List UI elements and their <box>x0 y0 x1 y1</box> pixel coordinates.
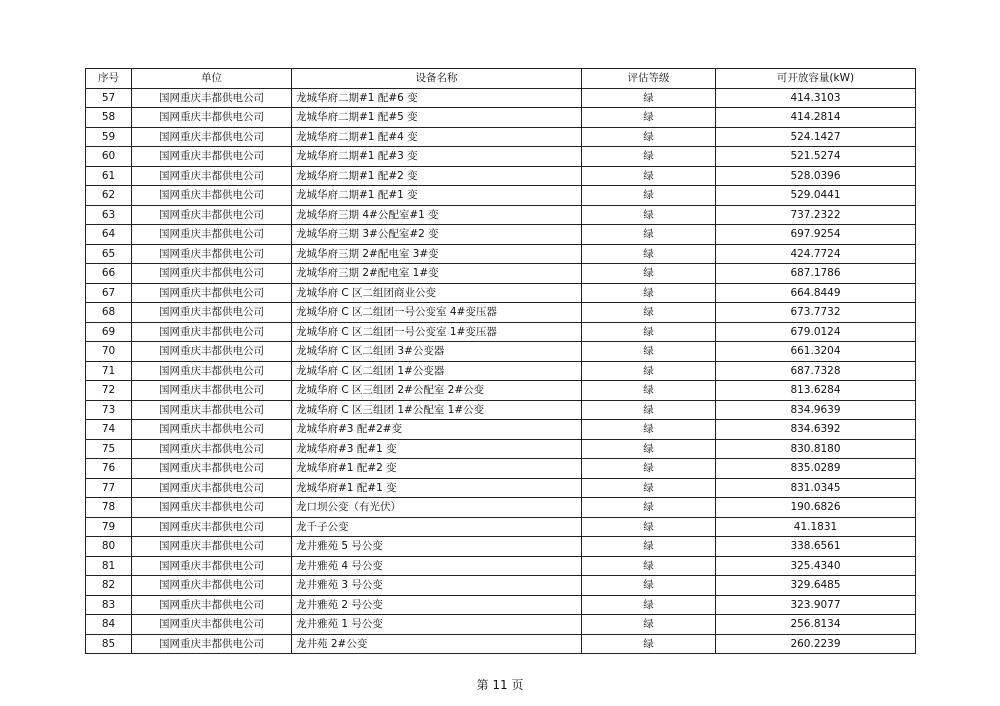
table-body <box>86 88 916 654</box>
cell-unit: 国网重庆丰都供电公司 <box>132 439 292 459</box>
table-row <box>86 342 916 362</box>
cell-unit: 国网重庆丰都供电公司 <box>132 537 292 557</box>
cell-capacity: 521.5274 <box>716 147 916 167</box>
cell-unit: 国网重庆丰都供电公司 <box>132 400 292 420</box>
table-row <box>86 322 916 342</box>
table-row <box>86 225 916 245</box>
cell-grade: 绿 <box>582 459 716 479</box>
cell-grade: 绿 <box>582 400 716 420</box>
cell-unit: 国网重庆丰都供电公司 <box>132 244 292 264</box>
cell-grade: 绿 <box>582 615 716 635</box>
cell-unit: 国网重庆丰都供电公司 <box>132 595 292 615</box>
cell-grade: 绿 <box>582 478 716 498</box>
table-row <box>86 459 916 479</box>
cell-grade: 绿 <box>582 88 716 108</box>
cell-no: 65 <box>86 244 132 264</box>
table-row <box>86 205 916 225</box>
cell-unit: 国网重庆丰都供电公司 <box>132 342 292 362</box>
cell-capacity: 528.0396 <box>716 166 916 186</box>
cell-no: 75 <box>86 439 132 459</box>
cell-capacity: 190.6826 <box>716 498 916 518</box>
cell-capacity: 679.0124 <box>716 322 916 342</box>
table-row <box>86 264 916 284</box>
cell-unit: 国网重庆丰都供电公司 <box>132 205 292 225</box>
cell-unit: 国网重庆丰都供电公司 <box>132 108 292 128</box>
cell-unit: 国网重庆丰都供电公司 <box>132 88 292 108</box>
cell-device: 龙城华府 C 区三组团 1#公配室 1#公变 <box>292 400 582 420</box>
header-unit: 单位 <box>132 69 292 89</box>
cell-capacity: 323.9077 <box>716 595 916 615</box>
cell-device: 龙千子公变 <box>292 517 582 537</box>
cell-device: 龙城华府三期 3#公配室#2 变 <box>292 225 582 245</box>
cell-capacity: 664.8449 <box>716 283 916 303</box>
cell-no: 67 <box>86 283 132 303</box>
cell-grade: 绿 <box>582 381 716 401</box>
cell-capacity: 661.3204 <box>716 342 916 362</box>
cell-capacity: 529.0441 <box>716 186 916 206</box>
cell-unit: 国网重庆丰都供电公司 <box>132 517 292 537</box>
cell-grade: 绿 <box>582 556 716 576</box>
cell-no: 66 <box>86 264 132 284</box>
cell-grade: 绿 <box>582 108 716 128</box>
cell-capacity: 673.7732 <box>716 303 916 323</box>
cell-no: 76 <box>86 459 132 479</box>
cell-no: 70 <box>86 342 132 362</box>
cell-no: 58 <box>86 108 132 128</box>
cell-capacity: 414.3103 <box>716 88 916 108</box>
capacity-table <box>85 68 916 654</box>
cell-capacity: 414.2814 <box>716 108 916 128</box>
header-capacity: 可开放容量(kW) <box>716 69 916 89</box>
table-row <box>86 615 916 635</box>
cell-device: 龙城华府#1 配#2 变 <box>292 459 582 479</box>
cell-no: 61 <box>86 166 132 186</box>
cell-capacity: 737.2322 <box>716 205 916 225</box>
cell-device: 龙城华府三期 2#配电室 3#变 <box>292 244 582 264</box>
table-row <box>86 166 916 186</box>
cell-device: 龙城华府#1 配#1 变 <box>292 478 582 498</box>
cell-unit: 国网重庆丰都供电公司 <box>132 166 292 186</box>
cell-device: 龙口坝公变（有光伏） <box>292 498 582 518</box>
cell-device: 龙井雅苑 2 号公变 <box>292 595 582 615</box>
cell-unit: 国网重庆丰都供电公司 <box>132 361 292 381</box>
cell-device: 龙城华府 C 区二组团一号公变室 4#变压器 <box>292 303 582 323</box>
cell-no: 82 <box>86 576 132 596</box>
table-row <box>86 576 916 596</box>
cell-no: 72 <box>86 381 132 401</box>
cell-device: 龙城华府 C 区三组团 2#公配室 2#公变 <box>292 381 582 401</box>
table-row <box>86 283 916 303</box>
cell-no: 69 <box>86 322 132 342</box>
table-row <box>86 478 916 498</box>
cell-device: 龙城华府二期#1 配#1 变 <box>292 186 582 206</box>
cell-device: 龙城华府二期#1 配#3 变 <box>292 147 582 167</box>
table-row <box>86 498 916 518</box>
cell-device: 龙城华府 C 区二组团 3#公变器 <box>292 342 582 362</box>
cell-capacity: 830.8180 <box>716 439 916 459</box>
table-row <box>86 88 916 108</box>
cell-device: 龙城华府#3 配#2#变 <box>292 420 582 440</box>
table-row <box>86 127 916 147</box>
cell-capacity: 41.1831 <box>716 517 916 537</box>
cell-no: 64 <box>86 225 132 245</box>
cell-no: 81 <box>86 556 132 576</box>
cell-unit: 国网重庆丰都供电公司 <box>132 303 292 323</box>
cell-device: 龙井雅苑 3 号公变 <box>292 576 582 596</box>
table-row <box>86 537 916 557</box>
cell-grade: 绿 <box>582 517 716 537</box>
cell-no: 59 <box>86 127 132 147</box>
cell-unit: 国网重庆丰都供电公司 <box>132 283 292 303</box>
cell-unit: 国网重庆丰都供电公司 <box>132 459 292 479</box>
cell-capacity: 687.1786 <box>716 264 916 284</box>
cell-no: 62 <box>86 186 132 206</box>
cell-grade: 绿 <box>582 166 716 186</box>
cell-grade: 绿 <box>582 498 716 518</box>
cell-device: 龙城华府#3 配#1 变 <box>292 439 582 459</box>
cell-grade: 绿 <box>582 186 716 206</box>
table-row <box>86 381 916 401</box>
table-header-row <box>86 69 916 89</box>
cell-unit: 国网重庆丰都供电公司 <box>132 478 292 498</box>
cell-grade: 绿 <box>582 127 716 147</box>
cell-no: 63 <box>86 205 132 225</box>
cell-unit: 国网重庆丰都供电公司 <box>132 556 292 576</box>
cell-capacity: 325.4340 <box>716 556 916 576</box>
table-row <box>86 556 916 576</box>
cell-capacity: 834.9639 <box>716 400 916 420</box>
cell-grade: 绿 <box>582 147 716 167</box>
table-row <box>86 303 916 323</box>
cell-no: 77 <box>86 478 132 498</box>
cell-capacity: 835.0289 <box>716 459 916 479</box>
table-row <box>86 439 916 459</box>
cell-no: 71 <box>86 361 132 381</box>
table-row <box>86 147 916 167</box>
cell-no: 74 <box>86 420 132 440</box>
cell-capacity: 524.1427 <box>716 127 916 147</box>
cell-unit: 国网重庆丰都供电公司 <box>132 498 292 518</box>
cell-capacity: 424.7724 <box>716 244 916 264</box>
cell-no: 60 <box>86 147 132 167</box>
table-row <box>86 634 916 654</box>
cell-unit: 国网重庆丰都供电公司 <box>132 186 292 206</box>
table-row <box>86 108 916 128</box>
table-row <box>86 244 916 264</box>
cell-device: 龙城华府三期 4#公配室#1 变 <box>292 205 582 225</box>
cell-grade: 绿 <box>582 322 716 342</box>
cell-grade: 绿 <box>582 244 716 264</box>
cell-unit: 国网重庆丰都供电公司 <box>132 576 292 596</box>
cell-no: 78 <box>86 498 132 518</box>
header-device: 设备名称 <box>292 69 582 89</box>
cell-no: 80 <box>86 537 132 557</box>
cell-no: 79 <box>86 517 132 537</box>
cell-device: 龙井雅苑 5 号公变 <box>292 537 582 557</box>
cell-device: 龙井雅苑 4 号公变 <box>292 556 582 576</box>
cell-grade: 绿 <box>582 537 716 557</box>
cell-no: 84 <box>86 615 132 635</box>
cell-capacity: 831.0345 <box>716 478 916 498</box>
cell-no: 57 <box>86 88 132 108</box>
table-row <box>86 420 916 440</box>
table-row <box>86 595 916 615</box>
cell-device: 龙城华府 C 区二组团 1#公变器 <box>292 361 582 381</box>
cell-device: 龙城华府三期 2#配电室 1#变 <box>292 264 582 284</box>
cell-grade: 绿 <box>582 439 716 459</box>
cell-grade: 绿 <box>582 205 716 225</box>
cell-grade: 绿 <box>582 595 716 615</box>
cell-grade: 绿 <box>582 264 716 284</box>
header-grade: 评估等级 <box>582 69 716 89</box>
cell-no: 85 <box>86 634 132 654</box>
cell-grade: 绿 <box>582 420 716 440</box>
cell-grade: 绿 <box>582 361 716 381</box>
cell-unit: 国网重庆丰都供电公司 <box>132 381 292 401</box>
cell-device: 龙城华府二期#1 配#5 变 <box>292 108 582 128</box>
page-number: 第 11 页 <box>476 678 524 692</box>
cell-unit: 国网重庆丰都供电公司 <box>132 615 292 635</box>
cell-device: 龙井雅苑 1 号公变 <box>292 615 582 635</box>
cell-capacity: 687.7328 <box>716 361 916 381</box>
cell-device: 龙城华府二期#1 配#2 变 <box>292 166 582 186</box>
cell-unit: 国网重庆丰都供电公司 <box>132 420 292 440</box>
cell-device: 龙城华府二期#1 配#4 变 <box>292 127 582 147</box>
cell-no: 83 <box>86 595 132 615</box>
cell-grade: 绿 <box>582 303 716 323</box>
table-row <box>86 186 916 206</box>
cell-grade: 绿 <box>582 225 716 245</box>
cell-capacity: 256.8134 <box>716 615 916 635</box>
cell-grade: 绿 <box>582 283 716 303</box>
cell-capacity: 329.6485 <box>716 576 916 596</box>
table-row <box>86 361 916 381</box>
cell-unit: 国网重庆丰都供电公司 <box>132 264 292 284</box>
cell-grade: 绿 <box>582 576 716 596</box>
table-row <box>86 517 916 537</box>
cell-unit: 国网重庆丰都供电公司 <box>132 634 292 654</box>
cell-unit: 国网重庆丰都供电公司 <box>132 225 292 245</box>
cell-no: 68 <box>86 303 132 323</box>
cell-device: 龙城华府二期#1 配#6 变 <box>292 88 582 108</box>
cell-device: 龙城华府 C 区二组团商业公变 <box>292 283 582 303</box>
cell-capacity: 813.6284 <box>716 381 916 401</box>
cell-unit: 国网重庆丰都供电公司 <box>132 127 292 147</box>
cell-unit: 国网重庆丰都供电公司 <box>132 322 292 342</box>
cell-capacity: 834.6392 <box>716 420 916 440</box>
cell-device: 龙城华府 C 区二组团一号公变室 1#变压器 <box>292 322 582 342</box>
cell-grade: 绿 <box>582 634 716 654</box>
cell-unit: 国网重庆丰都供电公司 <box>132 147 292 167</box>
cell-capacity: 338.6561 <box>716 537 916 557</box>
table-row <box>86 400 916 420</box>
header-no: 序号 <box>86 69 132 89</box>
cell-device: 龙井苑 2#公变 <box>292 634 582 654</box>
cell-no: 73 <box>86 400 132 420</box>
cell-grade: 绿 <box>582 342 716 362</box>
cell-capacity: 260.2239 <box>716 634 916 654</box>
cell-capacity: 697.9254 <box>716 225 916 245</box>
